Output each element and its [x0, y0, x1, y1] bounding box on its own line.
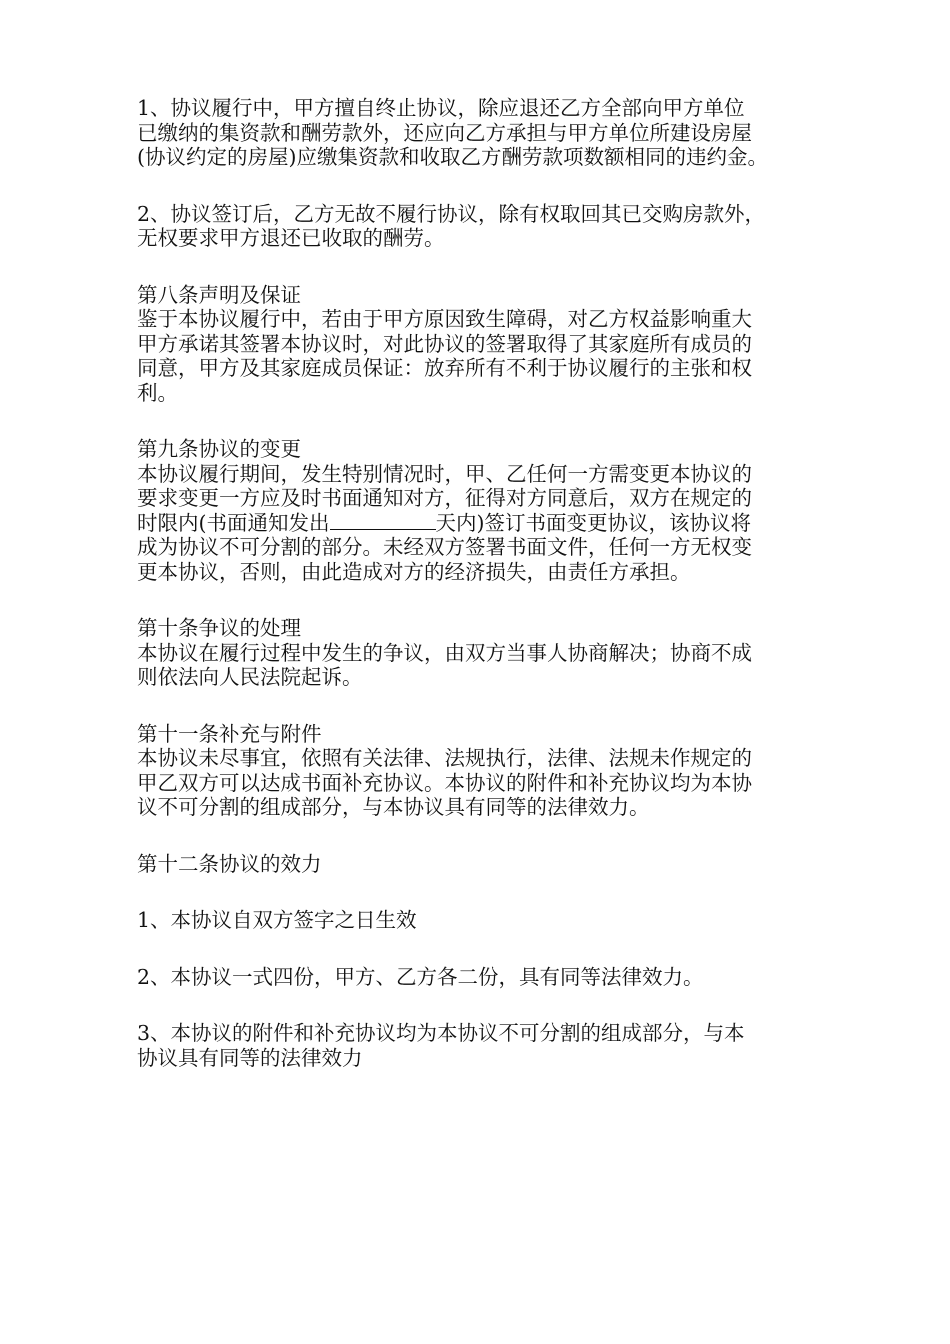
text-line: 成为协议不可分割的部分。未经双方签署书面文件，任何一方无权变 — [137, 535, 752, 559]
text-line: 本协议在履行过程中发生的争议，由双方当事人协商解决；协商不成 — [137, 640, 752, 665]
article-11-heading: 第十一条补充与附件 — [137, 721, 322, 746]
article-12-heading: 第十二条协议的效力 — [137, 851, 322, 876]
article-9-heading: 第九条协议的变更 — [137, 437, 301, 461]
article-12-item-3 — [137, 1021, 827, 1070]
article-12-item-2 — [137, 965, 827, 990]
text-segment: 天内)签订书面变更协议，该协议将 — [435, 510, 751, 535]
text-line: 1、本协议自双方签字之日生效 — [137, 908, 417, 932]
text-line: 更本协议，否则，由此造成对方的经济损失，由责任方承担。 — [137, 559, 691, 584]
article-11-section — [137, 722, 827, 820]
article-8-section — [137, 283, 827, 406]
text-line: 已缴纳的集资款和酬劳款外，还应向乙方承担与甲方单位所建设房屋 — [137, 120, 752, 145]
article-12-heading-block — [137, 852, 827, 877]
text-line: 本协议未尽事宜，依照有关法律、法规执行，法律、法规未作规定的 — [137, 746, 752, 770]
text-line: 则依法向人民法院起诉。 — [137, 665, 363, 689]
clause-breach-party-b — [137, 202, 827, 251]
text-line: 甲乙双方可以达成书面补充协议。本协议的附件和补充协议均为本协 — [137, 770, 752, 795]
article-10-section — [137, 616, 827, 690]
text-line: 3、本协议的附件和补充协议均为本协议不可分割的组成部分，与本 — [137, 1021, 745, 1045]
text-line: 甲方承诺其签署本协议时，对此协议的签署取得了其家庭所有成员的 — [137, 331, 752, 356]
text-line: (协议约定的房屋)应缴集资款和收取乙方酬劳款项数额相同的违约金。 — [137, 145, 768, 169]
text-line: 议不可分割的组成部分，与本协议具有同等的法律效力。 — [137, 795, 650, 819]
clause-breach-party-a — [137, 96, 827, 170]
article-8-heading: 第八条声明及保证 — [137, 282, 301, 307]
document-body — [137, 96, 827, 1102]
text-line: 无权要求甲方退还已收取的酬劳。 — [137, 226, 445, 250]
text-line: 利。 — [137, 380, 178, 405]
text-segment: 时限内(书面通知发出 — [137, 510, 330, 535]
text-line: 鉴于本协议履行中，若由于甲方原因致生障碍，对乙方权益影响重大 — [137, 307, 752, 331]
text-line: 2、本协议一式四份，甲方、乙方各二份，具有同等法律效力。 — [137, 964, 704, 989]
text-line: 协议具有同等的法律效力 — [137, 1045, 363, 1070]
text-line: 1、协议履行中，甲方擅自终止协议，除应退还乙方全部向甲方单位 — [137, 96, 745, 120]
article-9-section — [137, 437, 827, 584]
fill-in-blank — [330, 511, 436, 530]
text-line: 同意，甲方及其家庭成员保证：放弃所有不利于协议履行的主张和权 — [137, 356, 752, 380]
text-line: 2、协议签订后，乙方无故不履行协议，除有权取回其已交购房款外， — [137, 201, 766, 226]
article-10-heading: 第十条争议的处理 — [137, 616, 301, 640]
text-line: 要求变更一方应及时书面通知对方，征得对方同意后，双方在规定的 — [137, 486, 752, 510]
article-12-item-1 — [137, 908, 827, 933]
text-line: 本协议履行期间，发生特别情况时，甲、乙任何一方需变更本协议的 — [137, 461, 752, 486]
text-line-with-blank — [137, 511, 827, 536]
